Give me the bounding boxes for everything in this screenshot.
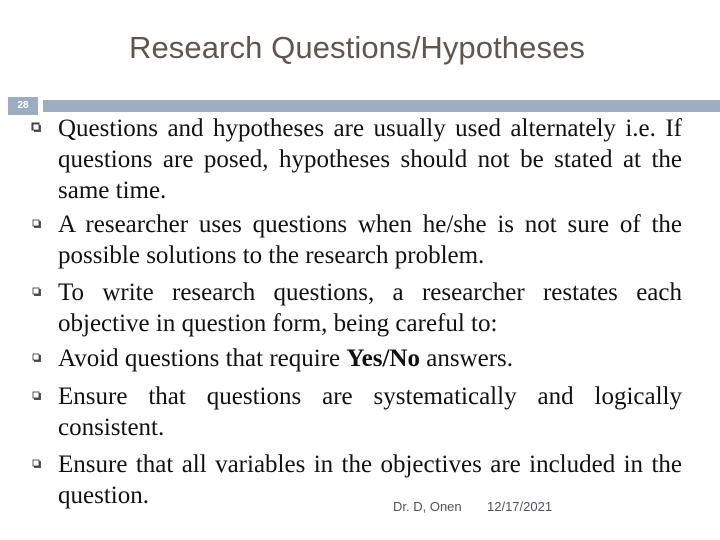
checkbox-bullet-icon: [31, 286, 42, 297]
bullet-text: Questions and hypotheses are usually used alternately i.e. If questions are posed, hypotheses should not be stated at the same time.: [58, 115, 682, 204]
checkbox-bullet-icon: [31, 218, 42, 229]
bullet-text: Ensure that all variables in the objectives are included in the question.: [58, 451, 682, 509]
checkbox-bullet-icon: [31, 458, 42, 469]
bullet-text: [58, 343, 682, 374]
slide-title: Research Questions/Hypotheses: [128, 30, 586, 65]
bullet-text: A researcher uses questions when he/she is not sure of the possible solutions to the research problem.: [58, 211, 682, 269]
checkbox-bullet-icon: [31, 122, 42, 133]
bullet-text-bold: Yes/No: [346, 345, 420, 372]
bullet-text-end: answers.: [419, 345, 514, 372]
footer-date: 12/17/2021: [487, 499, 553, 514]
bullet-text: To write research questions, a researcher restates each objective in question form, being careful to:: [58, 279, 682, 337]
footer-author: Dr. D, Onen: [393, 499, 462, 514]
slide-number: 28: [8, 97, 38, 115]
bullet-text-start: Avoid questions that require: [58, 345, 347, 372]
bullet-text: Ensure that questions are systematically and logically consistent.: [58, 383, 682, 441]
checkbox-bullet-icon: [31, 352, 42, 363]
checkbox-bullet-icon: [31, 390, 42, 401]
